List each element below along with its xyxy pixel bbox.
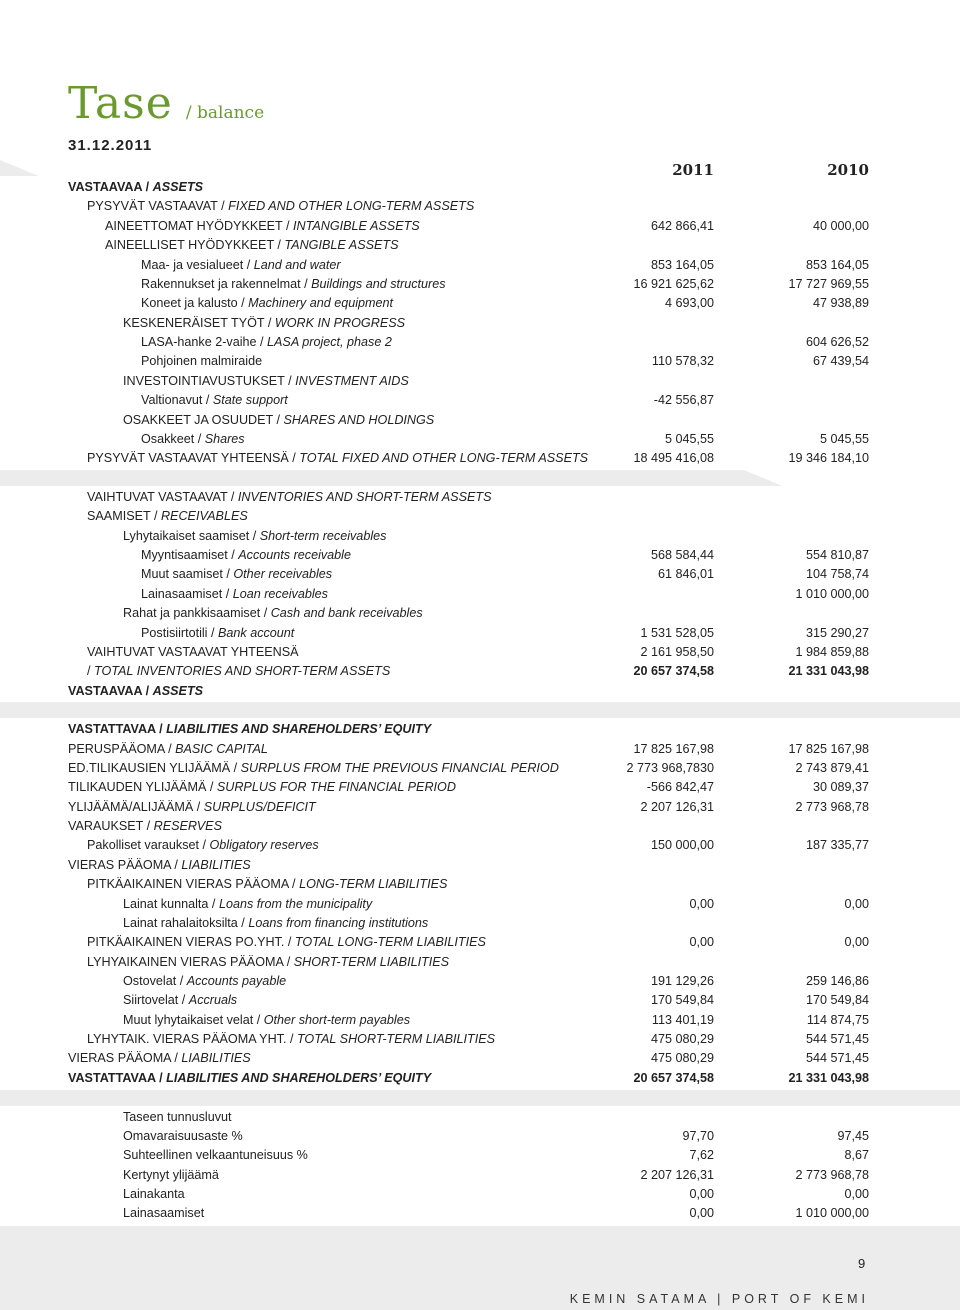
table-row [0, 604, 960, 623]
row-label [123, 527, 386, 546]
table-row [0, 759, 960, 778]
row-label-fi: Lainat rahalaitoksilta / [123, 916, 249, 930]
value-2010: 17 727 969,55 [788, 277, 869, 291]
table-row [0, 836, 960, 855]
footer-brand: KEMIN SATAMA | PORT OF KEMI [569, 1292, 869, 1306]
table-row [0, 817, 960, 836]
value-2011: 2 207 126,31 [640, 1168, 714, 1182]
title-sub: / balance [185, 103, 265, 123]
row-label-en: Other short-term payables [263, 1013, 410, 1027]
value-2010: 170 549,84 [805, 993, 869, 1007]
row-label-fi: Ostovelat / [123, 974, 187, 988]
table-row [0, 197, 960, 216]
row-label-en: Loan receivables [232, 587, 328, 601]
row-label [105, 236, 399, 255]
table-row [0, 740, 960, 759]
table-row [0, 662, 960, 681]
row-label [123, 1185, 185, 1204]
row-label [123, 1166, 219, 1185]
row-label-en: TOTAL SHORT-TERM LIABILITIES [296, 1032, 496, 1046]
row-label-fi: VASTATTAVAA / [68, 1071, 167, 1085]
row-label-en: LIABILITIES AND SHAREHOLDERS’ EQUITY [166, 722, 432, 736]
row-label [87, 1030, 495, 1049]
row-label-en: INVESTMENT AIDS [295, 374, 409, 388]
row-label-fi: SAAMISET / [87, 509, 161, 523]
row-label-fi: VASTAAVAA / [68, 180, 153, 194]
row-label-en: LIABILITIES AND SHAREHOLDERS’ EQUITY [166, 1071, 432, 1085]
row-label [141, 430, 245, 449]
value-2010: 0,00 [844, 935, 869, 949]
value-2010: 0,00 [844, 1187, 869, 1201]
title-main: Tase [68, 78, 173, 129]
value-2011: 20 657 374,58 [633, 664, 714, 678]
row-label-fi: Rahat ja pankkisaamiset / [123, 606, 271, 620]
row-label-fi: ED.TILIKAUSIEN YLIJÄÄMÄ / [68, 761, 241, 775]
row-label-en: State support [212, 393, 288, 407]
row-label [141, 333, 392, 352]
row-label-fi: LASA-hanke 2-vaihe / [141, 335, 268, 349]
value-2011: 0,00 [689, 1187, 714, 1201]
value-2011: 1 531 528,05 [640, 626, 714, 640]
table-row [0, 1108, 960, 1127]
value-2011: 7,62 [689, 1148, 714, 1162]
value-2010: 17 825 167,98 [788, 742, 869, 756]
value-2011: 170 549,84 [650, 993, 714, 1007]
table-row [0, 856, 960, 875]
row-label [87, 507, 248, 526]
row-label [141, 565, 332, 584]
value-2010: 97,45 [837, 1129, 869, 1143]
table-row [0, 1011, 960, 1030]
table-row [0, 778, 960, 797]
row-label [141, 352, 262, 371]
table-row [0, 449, 960, 468]
row-label-fi: Lyhytaikaiset saamiset / [123, 529, 260, 543]
row-label-fi: OSAKKEET JA OSUUDET / [123, 413, 284, 427]
row-label-fi: PYSYVÄT VASTAAVAT / [87, 199, 229, 213]
row-label [68, 798, 316, 817]
row-label [87, 643, 299, 662]
row-label-en: RESERVES [153, 819, 222, 833]
row-label-en: SURPLUS FOR THE FINANCIAL PERIOD [216, 780, 456, 794]
table-row [0, 275, 960, 294]
row-label [105, 217, 420, 236]
table-row [0, 546, 960, 565]
row-label-en: Shares [204, 432, 245, 446]
page-number: 9 [858, 1256, 866, 1271]
row-label [87, 953, 449, 972]
value-2011: 191 129,26 [650, 974, 714, 988]
table-row [0, 1166, 960, 1185]
row-label-fi: VAIHTUVAT VASTAAVAT / [87, 490, 238, 504]
value-2011: -42 556,87 [653, 393, 714, 407]
value-2010: 67 439,54 [812, 354, 869, 368]
value-2011: 568 584,44 [650, 548, 714, 562]
row-label-en: WORK IN PROGRESS [274, 316, 406, 330]
table-row [0, 643, 960, 662]
table-row [0, 178, 960, 197]
row-label [141, 585, 328, 604]
row-label-en: Accounts receivable [238, 548, 351, 562]
value-2011: 17 825 167,98 [633, 742, 714, 756]
row-label [141, 391, 288, 410]
value-2010: 0,00 [844, 897, 869, 911]
row-label-fi: Lainasaamiset / [141, 587, 233, 601]
value-2010: 554 810,87 [805, 548, 869, 562]
row-label [141, 624, 294, 643]
row-label-en: TOTAL LONG-TERM LIABILITIES [294, 935, 486, 949]
value-2011: 150 000,00 [650, 838, 714, 852]
row-label [141, 256, 341, 275]
row-label [68, 740, 268, 759]
row-label-en: INVENTORIES AND SHORT-TERM ASSETS [237, 490, 492, 504]
table-row [0, 294, 960, 313]
table-row [0, 527, 960, 546]
row-label [123, 972, 286, 991]
table-row [0, 430, 960, 449]
row-label-fi: LYHYAIKAINEN VIERAS PÄÄOMA / [87, 955, 294, 969]
table-row [0, 391, 960, 410]
row-label-en: SHORT-TERM LIABILITIES [293, 955, 450, 969]
row-label-fi: TILIKAUDEN YLIJÄÄMÄ / [68, 780, 217, 794]
table-row [0, 372, 960, 391]
value-2010: 187 335,77 [805, 838, 869, 852]
row-label-en: SURPLUS FROM THE PREVIOUS FINANCIAL PERIOD [240, 761, 559, 775]
row-label-fi: Pakolliset varaukset / [87, 838, 210, 852]
table-row [0, 895, 960, 914]
row-label-en: LONG-TERM LIABILITIES [299, 877, 448, 891]
row-label-en: INTANGIBLE ASSETS [293, 219, 420, 233]
row-label-fi: VARAUKSET / [68, 819, 154, 833]
table-row [0, 1030, 960, 1049]
value-2010: 604 626,52 [805, 335, 869, 349]
table-row [0, 585, 960, 604]
value-2010: 2 773 968,78 [795, 1168, 869, 1182]
table-row [0, 236, 960, 255]
row-label-en: Cash and bank receivables [270, 606, 423, 620]
row-label-en: BASIC CAPITAL [175, 742, 268, 756]
value-2011: 2 773 968,7830 [626, 761, 714, 775]
row-label [123, 991, 237, 1010]
row-label-en: TANGIBLE ASSETS [284, 238, 399, 252]
table-row [0, 953, 960, 972]
row-label-en: Machinery and equipment [248, 296, 394, 310]
page-title [68, 78, 264, 129]
row-label-fi: Omavaraisuusaste % [123, 1129, 243, 1143]
row-label [68, 817, 222, 836]
row-label-en: Obligatory reserves [209, 838, 319, 852]
value-2011: 110 578,32 [651, 354, 714, 368]
row-label [68, 1049, 251, 1068]
row-label-fi: PYSYVÄT VASTAAVAT YHTEENSÄ / [87, 451, 300, 465]
row-label-fi: Postisiirtotili / [141, 626, 218, 640]
value-2010: 853 164,05 [805, 258, 869, 272]
value-2011: 642 866,41 [650, 219, 714, 233]
value-2010: 2 773 968,78 [795, 800, 869, 814]
row-label-fi: Suhteellinen velkaantuneisuus % [123, 1148, 308, 1162]
row-label [68, 720, 431, 739]
value-2011: 475 080,29 [650, 1032, 714, 1046]
row-label [87, 875, 447, 894]
row-label [68, 759, 559, 778]
row-label-en: ASSETS [152, 684, 204, 698]
value-2011: 853 164,05 [650, 258, 714, 272]
row-label-en: SHARES AND HOLDINGS [283, 413, 435, 427]
row-label-en: TOTAL FIXED AND OTHER LONG-TERM ASSETS [299, 451, 589, 465]
row-label-fi: VAIHTUVAT VASTAAVAT YHTEENSÄ [87, 645, 299, 659]
value-2010: 40 000,00 [812, 219, 869, 233]
value-2010: 19 346 184,10 [788, 451, 869, 465]
row-label [68, 1069, 431, 1088]
value-2010: 315 290,27 [805, 626, 869, 640]
row-label-en: LIABILITIES [181, 1051, 251, 1065]
row-label-fi: YLIJÄÄMÄ/ALIJÄÄMÄ / [68, 800, 204, 814]
balance-date: 31.12.2011 [68, 137, 153, 154]
table-row [0, 798, 960, 817]
value-2011: 5 045,55 [664, 432, 714, 446]
value-2011: 20 657 374,58 [633, 1071, 714, 1085]
value-2010: 1 984 859,88 [795, 645, 869, 659]
row-label [141, 294, 393, 313]
table-row [0, 972, 960, 991]
row-label-en: RECEIVABLES [160, 509, 248, 523]
table-row [0, 914, 960, 933]
row-label-en: Short-term receivables [259, 529, 387, 543]
value-2010: 21 331 043,98 [788, 1071, 869, 1085]
table-row [0, 314, 960, 333]
value-2010: 114 874,75 [806, 1013, 869, 1027]
row-label-fi: Osakkeet / [141, 432, 205, 446]
row-label-fi: Muut lyhytaikaiset velat / [123, 1013, 264, 1027]
row-label-fi: Koneet ja kalusto / [141, 296, 249, 310]
row-label [87, 197, 474, 216]
value-2010: 30 089,37 [812, 780, 869, 794]
row-label [141, 546, 351, 565]
row-label-fi: Lainat kunnalta / [123, 897, 219, 911]
value-2010: 544 571,45 [805, 1051, 869, 1065]
table-row [0, 256, 960, 275]
row-label-en: Bank account [217, 626, 295, 640]
row-label-fi: Kertynyt ylijäämä [123, 1168, 219, 1182]
row-label [123, 604, 423, 623]
row-label-fi: INVESTOINTIAVUSTUKSET / [123, 374, 296, 388]
row-label-en: Buildings and structures [311, 277, 446, 291]
row-label-fi: KESKENERÄISET TYÖT / [123, 316, 275, 330]
row-label-fi: Valtionavut / [141, 393, 213, 407]
value-2010: 2 743 879,41 [795, 761, 869, 775]
value-2011: 0,00 [689, 1206, 714, 1220]
row-label-fi: Pohjoinen malmiraide [141, 354, 263, 368]
row-label [68, 178, 203, 197]
row-label-en: Loans from financing institutions [248, 916, 429, 930]
value-2011: 18 495 416,08 [633, 451, 714, 465]
row-label-fi: PITKÄAIKAINEN VIERAS PO.YHT. / [87, 935, 295, 949]
table-row [0, 333, 960, 352]
row-label-en: LASA project, phase 2 [267, 335, 392, 349]
value-2011: 0,00 [689, 897, 714, 911]
value-2011: 2 207 126,31 [640, 800, 714, 814]
row-label-fi: Maa- ja vesialueet / [141, 258, 254, 272]
table-row [0, 217, 960, 236]
value-2010: 259 146,86 [805, 974, 869, 988]
row-label [123, 1146, 308, 1165]
row-label-fi: Muut saamiset / [141, 567, 234, 581]
row-label [87, 836, 319, 855]
table-row [0, 933, 960, 952]
row-label-en: FIXED AND OTHER LONG-TERM ASSETS [228, 199, 475, 213]
row-label-fi: PITKÄAIKAINEN VIERAS PÄÄOMA / [87, 877, 300, 891]
row-label [87, 933, 486, 952]
value-2011: 4 693,00 [664, 296, 714, 310]
row-label-fi: VASTAAVAA / [68, 684, 153, 698]
table-row [0, 1049, 960, 1068]
row-label [68, 682, 203, 701]
row-label [123, 914, 428, 933]
row-label-fi: / [87, 664, 94, 678]
value-2011: 475 080,29 [650, 1051, 714, 1065]
value-2011: 2 161 958,50 [640, 645, 714, 659]
table-row [0, 682, 960, 701]
row-label [123, 372, 409, 391]
table-row [0, 1069, 960, 1088]
row-label-fi: VIERAS PÄÄOMA / [68, 1051, 182, 1065]
row-label [68, 778, 456, 797]
table-row [0, 411, 960, 430]
value-2011: -566 842,47 [646, 780, 714, 794]
row-label [87, 488, 491, 507]
row-label-fi: VASTATTAVAA / [68, 722, 167, 736]
value-2011: 97,70 [682, 1129, 714, 1143]
table-row [0, 1127, 960, 1146]
row-label [87, 662, 390, 681]
table-row [0, 1204, 960, 1223]
row-label [87, 449, 588, 468]
row-label [123, 411, 434, 430]
value-2011: 113 401,19 [651, 1013, 714, 1027]
row-label-en: LIABILITIES [181, 858, 251, 872]
row-label-fi: AINEELLISET HYÖDYKKEET / [105, 238, 285, 252]
table-row [0, 720, 960, 739]
value-2010: 104 758,74 [805, 567, 869, 581]
row-label-fi: Siirtovelat / [123, 993, 189, 1007]
row-label-fi: Myyntisaamiset / [141, 548, 239, 562]
row-label [123, 1108, 232, 1127]
row-label [123, 1127, 243, 1146]
year-header-previous: 2010 [827, 161, 869, 179]
table-row [0, 488, 960, 507]
value-2010: 1 010 000,00 [795, 587, 869, 601]
value-2010: 21 331 043,98 [788, 664, 869, 678]
row-label-en: Land and water [253, 258, 341, 272]
row-label-en: SURPLUS/DEFICIT [203, 800, 316, 814]
value-2010: 47 938,89 [812, 296, 869, 310]
table-row [0, 875, 960, 894]
row-label [68, 856, 251, 875]
row-label-fi: Lainakanta [123, 1187, 185, 1201]
row-label [123, 895, 372, 914]
row-label-fi: Taseen tunnusluvut [123, 1110, 232, 1124]
table-row [0, 507, 960, 526]
row-label-fi: PERUSPÄÄOMA / [68, 742, 176, 756]
row-label [123, 1204, 204, 1223]
row-label-fi: LYHYTAIK. VIERAS PÄÄOMA YHT. / [87, 1032, 297, 1046]
value-2010: 1 010 000,00 [795, 1206, 869, 1220]
row-label-en: ASSETS [152, 180, 204, 194]
value-2010: 8,67 [844, 1148, 869, 1162]
year-header-current: 2011 [672, 161, 714, 179]
table-row [0, 565, 960, 584]
value-2011: 16 921 625,62 [633, 277, 714, 291]
row-label-fi: Rakennukset ja rakennelmat / [141, 277, 312, 291]
row-label-en: TOTAL INVENTORIES AND SHORT-TERM ASSETS [94, 664, 391, 678]
row-label-fi: AINEETTOMAT HYÖDYKKEET / [105, 219, 294, 233]
row-label [141, 275, 446, 294]
row-label [123, 1011, 410, 1030]
table-row [0, 352, 960, 371]
table-row [0, 624, 960, 643]
row-label-fi: Lainasaamiset [123, 1206, 205, 1220]
value-2010: 5 045,55 [819, 432, 869, 446]
row-label-en: Accruals [188, 993, 238, 1007]
table-row [0, 991, 960, 1010]
value-2011: 0,00 [689, 935, 714, 949]
value-2010: 544 571,45 [805, 1032, 869, 1046]
row-label [123, 314, 405, 333]
row-label-en: Loans from the municipality [218, 897, 373, 911]
table-row [0, 1185, 960, 1204]
table-row [0, 1146, 960, 1165]
value-2011: 61 846,01 [657, 567, 714, 581]
row-label-fi: VIERAS PÄÄOMA / [68, 858, 182, 872]
row-label-en: Other receivables [233, 567, 333, 581]
row-label-en: Accounts payable [186, 974, 287, 988]
